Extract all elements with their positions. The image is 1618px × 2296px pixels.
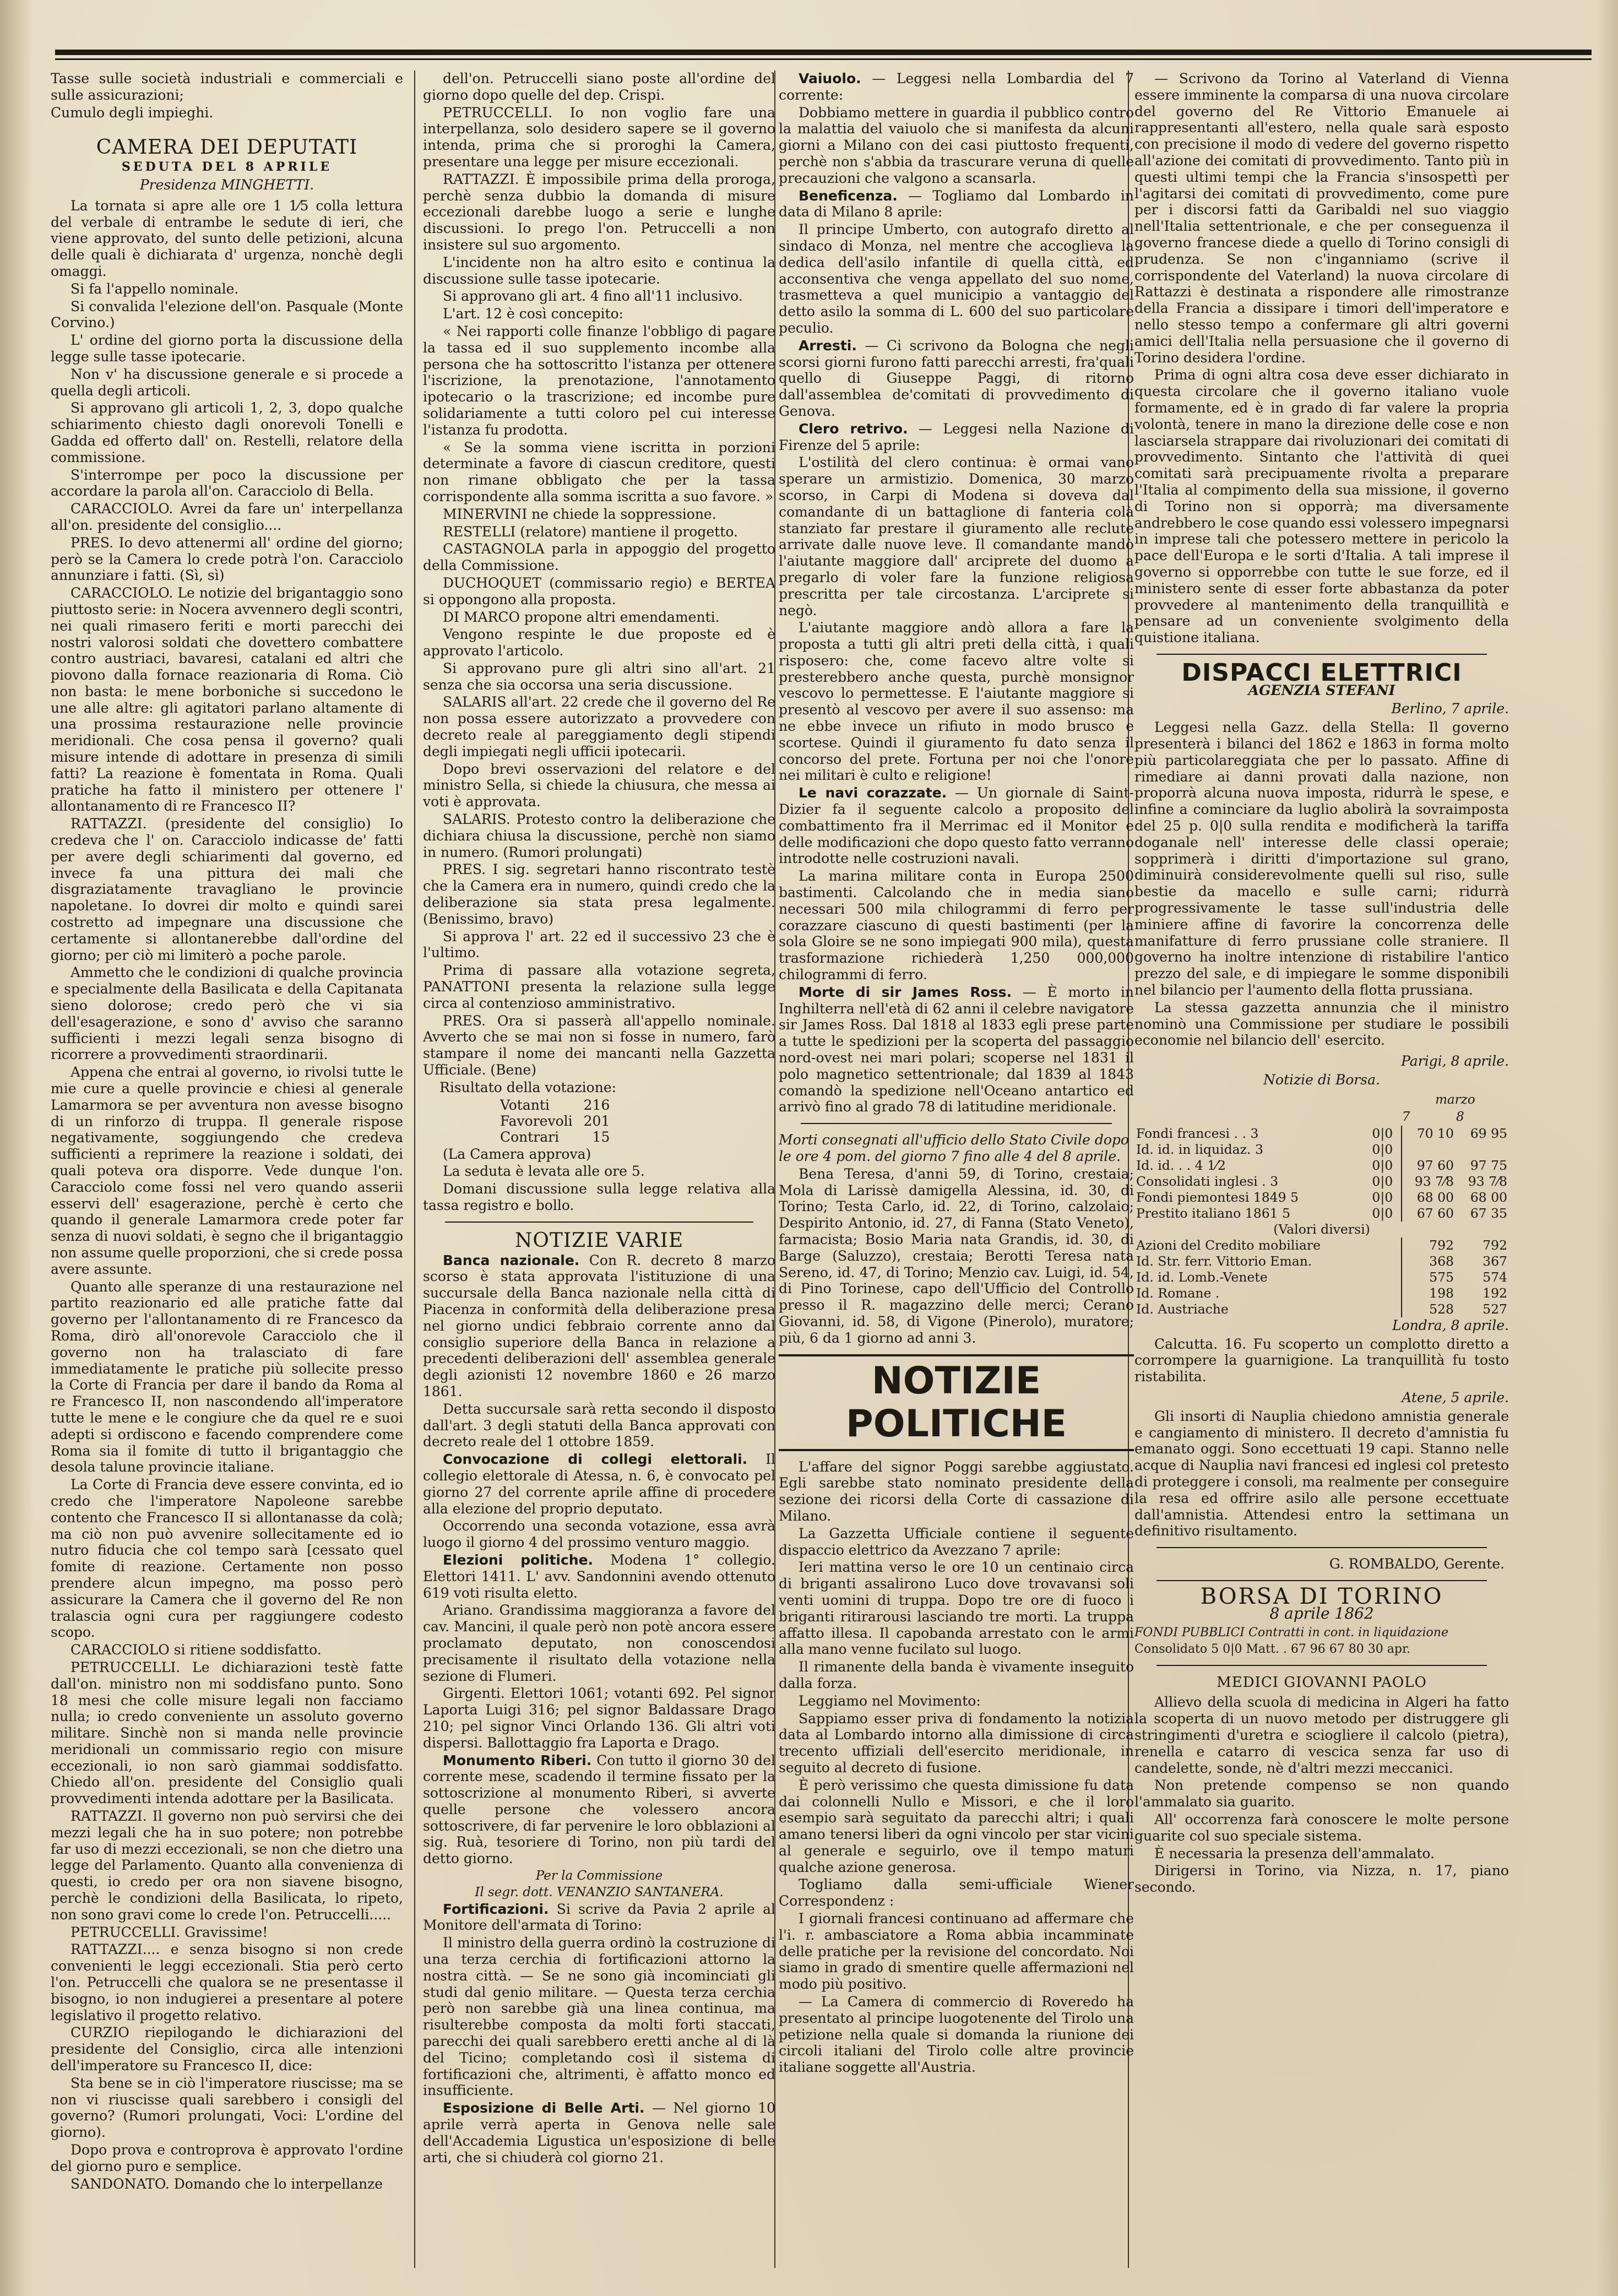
section-title-notizie-varie: NOTIZIE VARIE	[514, 1229, 684, 1252]
dateline-parigi: Parigi, 8 aprile.	[1401, 1053, 1509, 1070]
report-paragraph: S'interrompe per poco la discussione per accordare la parola all'on. Caracciolo di Bella.	[51, 466, 403, 500]
report-paragraph: Sta bene se in ciò l'imperatore riuscisse; ma se non vi riuscisse quali sarebbero i consigli del governo? (Rumori prolungati, Voci: L'ordine del giorno).	[51, 2075, 403, 2141]
section-title-camera: CAMERA DEI DEPUTATI	[96, 136, 358, 159]
news-item	[779, 338, 1134, 420]
report-paragraph: SANDONATO. Domando che lo interpellanze	[70, 2175, 383, 2192]
bourse-cell-b: 574	[1483, 1269, 1507, 1285]
vote-intro: Risultato della votazione:	[439, 1079, 617, 1095]
bourse-cell-a: 575	[1402, 1269, 1456, 1285]
bourse-cell-b: 792	[1483, 1237, 1507, 1253]
bourse-cell-label: Id. Romane .	[1136, 1285, 1220, 1301]
notizie-varie-list-2	[423, 1901, 775, 2166]
vote-label: Votanti	[500, 1097, 550, 1113]
news-item	[779, 421, 1134, 454]
report-paragraph: Si convalida l'elezione dell'on. Pasquale (Monte Corvino.)	[51, 298, 403, 331]
vote-value: 216	[583, 1097, 610, 1113]
news-item-body: — È morto in Inghilterra nell'età di 62 anni il celebre navigatore sir James Ross. Dal 1818 al 1833 egli prese parte a tutte le spedizioni per la scoperta del passaggio nord-ovest nei mari polari; scoperse nel 1831 il polo magnetico settentrionale; dal 1839 al 1843 comandò la spedizione nell'Oceano antartico ed arrivò fino al grado 78 di latitudine meridionale.	[779, 984, 1134, 1115]
camera-report-continued	[423, 70, 775, 1078]
borsa-torino-header: FONDI PUBBLICI Contratti in cont. in liquidazione	[1134, 1625, 1448, 1640]
page-edge-shadow	[0, 0, 33, 2296]
bourse-row	[1134, 1126, 1509, 1142]
news-item	[779, 620, 1134, 784]
news-item-body: Con tutto il giorno 30 del corrente mese, scadendo il termine fissato per la sottoscrizione al monumento Riberi, si avverte quelle persone che volessero ancora sottoscrivere, di far pervenire le loro obblazioni al sig. Ruà, tesoriere di Torino, non più tardi del detto giorno.	[423, 1752, 775, 1867]
news-item	[423, 1451, 775, 1517]
bourse-cell-b: 68 00	[1470, 1189, 1507, 1205]
bourse-cell-b: 527	[1483, 1301, 1507, 1317]
vote-note: Domani discussione sulla legge relativa alla tassa registro e bollo.	[423, 1181, 775, 1213]
report-paragraph: CURZIO riepilogando le dichiarazioni del presidente del Consiglio, circa alle intenzioni dell'imperatore su Francesco II, dice:	[51, 2024, 403, 2074]
report-paragraph: Dopo brevi osservazioni del relatore e del ministro Sella, si chiede la chiusura, che messa ai voti è approvata.	[423, 761, 775, 810]
column-4	[1134, 70, 1509, 2268]
bourse-cell-b: 93 7⁄8	[1468, 1173, 1507, 1189]
bourse-cell-a	[1402, 1142, 1456, 1158]
news-item-headline: Clero retrivo.	[799, 420, 908, 437]
report-paragraph: PETRUCCELLI. Io non voglio fare una interpellanza, solo desidero sapere se il governo intenda, prima che si proroghi la Camera, presentare una legge per misure eccezionali.	[423, 104, 775, 170]
bourse-cell-label: Id. id. . . 4 1⁄2	[1136, 1157, 1226, 1173]
bourse-cell-label: Azioni del Credito mobiliare	[1136, 1237, 1321, 1253]
news-item	[423, 1552, 775, 1601]
bourse-cell-a: 528	[1402, 1301, 1456, 1317]
bourse-cell-pct: 0|0	[1372, 1205, 1393, 1221]
report-paragraph: Appena che entrai al governo, io rivolsi tutte le mie cure a quelle provincie e chiesi al generale Lamarmora se per avventura non avesse bisogno di un rinforzo di truppa. Il generale rispose negativamente, soggiungendo che credeva sufficienti a reprimere la reazione i soldati, dei quali poteva ora disporre. Vede dunque l'on. Caracciolo come fossi nel vero quando asserii esservi dell' esagerazione, perchè è certo che quando il generale Lamarmora crede poter far senza di nuovi soldati, è segno che il brigantaggio non assume quelle proporzioni, che si crede possa avere assunte.	[51, 1064, 403, 1277]
bourse-row	[1134, 1174, 1509, 1190]
bourse-cell-b: 69 95	[1470, 1125, 1507, 1141]
medici-title: MEDICI GIOVANNI PAOLO	[1217, 1674, 1427, 1691]
bourse-row	[1134, 1237, 1509, 1253]
vote-note: La seduta è levata alle ore 5.	[443, 1163, 645, 1180]
news-item	[779, 70, 1134, 104]
intro-line: Cumulo degli impieghi.	[51, 104, 214, 121]
news-item	[779, 868, 1134, 983]
report-paragraph: CARACCIOLO si ritiene soddisfatto.	[70, 1642, 322, 1658]
news-item-body: — Ci scrivono da Bologna che negli scorsi giorni furono fatti parecchi arresti, fra'quali quello di Giuseppe Paggi, di ritorno dall'assemblea de'comitati di provvedimento di Genova.	[779, 337, 1134, 419]
ad-paragraph: Allievo della scuola di medicina in Algeri ha fatto la scoperta di un nuovo metodo per distruggere gli stringimenti d'uretra e sciogliere il calcolo (pietra), renella e catarro di vescica senza far uso di candelette, sonde, nè d'altri mezzi meccanici.	[1134, 1694, 1509, 1776]
report-paragraph: DUCHOQUET (commissario regio) e BERTEA si oppongono alla proposta.	[423, 574, 775, 607]
commission-signature-1: Per la Commissione	[535, 1869, 663, 1884]
news-item-headline: Morte di sir James Ross.	[799, 984, 1012, 1000]
report-paragraph: Si approvano pure gli altri sino all'art. 21 senza che sia occorsa una seria discussione.	[423, 660, 775, 693]
bourse-empty	[1370, 1237, 1401, 1253]
bourse-col-7: 7	[1402, 1109, 1410, 1124]
politics-paragraph: Leggiamo nel Movimento:	[799, 1692, 981, 1709]
separator	[1157, 1580, 1487, 1581]
dateline-berlino: Berlino, 7 aprile.	[1391, 701, 1509, 717]
report-paragraph: DI MARCO propone altri emendamenti.	[443, 609, 720, 625]
separator	[1157, 1665, 1487, 1666]
report-paragraph: CARACCIOLO. Le notizie del brigantaggio sono piuttosto serie: in Nocera avvennero degli scontri, nei quali rimasero feriti e morti parecchi dei nostri valorosi soldati che dovettero combattere contro austriaci, bavaresi, catalani ed altri che piovono dalla fornace reazionaria di Roma. Ciò non basta: le mene borboniche si succedono le une alle altre: gli agitatori parlano altamente di una prossima restaurazione nelle provincie meridionali. Che cosa pensa il governo? quali misure intende di adottare in presenza di simili fatti? La reazione è fomentata in Roma. Quali pratiche ha fatto il ministero per ottenere l' allontanamento di re Francesco II?	[51, 585, 403, 815]
vaterland-report	[1134, 70, 1509, 646]
ad-paragraph: All' occorrenza farà conoscere le molte persone guarite col suo speciale sistema.	[1134, 1811, 1509, 1844]
news-item-headline: Convocazione di collegi elettorali.	[443, 1451, 748, 1468]
vote-value: 201	[583, 1112, 610, 1129]
report-paragraph: L'art. 12 è così concepito:	[443, 306, 624, 322]
medici-ad	[1134, 1694, 1509, 1896]
news-item-headline: Vaiuolo.	[799, 70, 861, 86]
ad-paragraph: Dirigersi in Torino, via Nizza, n. 17, piano secondo.	[1134, 1863, 1509, 1896]
news-item-headline: Fortificazioni.	[443, 1901, 549, 1917]
report-paragraph: CARACCIOLO. Avrei da fare un' interpellanza all'on. presidente del consiglio....	[51, 501, 403, 533]
bourse-valori-label: (Valori diversi)	[1273, 1221, 1370, 1237]
news-item-body: Girgenti. Elettori 1061; votanti 692. Pel signor Laporta Luigi 316; pel signor Baldassare Drago 210; pel signor Vinci Orlando 136. Gli altri voti dispersi. Ballottaggio fra Laporta e Drago.	[423, 1685, 775, 1751]
vote-row	[495, 1113, 615, 1129]
news-item-body: L'ostilità del clero continua: è ormai vano sperare un armistizio. Domenica, 30 marzo scorso, in Carpi di Modena si doveva dal comandante di un battaglione di fanteria colà stanziato far prestare il giuramento alle reclute arrivate dalle nuove leve. Il comandante mandò l'aiutante maggiore dall' arciprete del duomo a pregarlo di voler fare la funzione religiosa prescritta per tale circostanza. L'arciprete si negò.	[779, 454, 1134, 618]
bourse-cell-b: 192	[1483, 1285, 1507, 1301]
news-item-body: Detta succursale sarà retta secondo il disposto dall'art. 3 degli statuti della Banca approvati con decreto reale del 1 ottobre 1859.	[423, 1401, 775, 1450]
camera-report	[51, 198, 403, 2192]
report-paragraph: RATTAZZI. Il governo non può servirsi che dei mezzi legali che ha in suo potere; non potrebbe far uso di mezzi eccezionali, se non che dietro una legge del Parlamento. Quanto alla convenienza di questi, io credo per ora non siavene bisogno, perchè le condizioni della Basilicata, lo ripeto, non sono gravi come lo crede l'on. Petruccelli.....	[51, 1808, 403, 1923]
report-paragraph: Prima di ogni altra cosa deve esser dichiarato in questa circolare che il governo italiano vuole formamente, ed è in grado di far valere la propria volontà, tenere in mano la direzione delle cose e non lasciarsela strappare dai rivoluzionari dei comitati di provvedimento. Sintanto che l'attività di quei comitati sarà precipuamente rivolta a preparare l'Italia al compimento della sua missione, il governo di Torino non si opporrà; ma diversamente andrebbero le cose quando essi volessero impegnarsi in imprese tali che potessero mettere in pericolo la pace dell'Europa e le sorti d'Italia. A tali imprese il governo si opporrebbe con tutte le sue forze, ed il ministero sente di esser forte abbastanza da poter provvedere al mantenimento della tranquillità e pensare ad un conveniente svolgimento della quistione italiana.	[1134, 367, 1509, 646]
dispatch-paragraph: La stessa gazzetta annunzia che il ministro nominò una Commissione per studiare le possibili economie nel bilancio dell' esercito.	[1134, 999, 1509, 1049]
vote-note: (La Camera approva)	[443, 1146, 591, 1162]
bourse-cell-pct: 0|0	[1372, 1189, 1393, 1205]
news-item	[779, 221, 1134, 336]
news-item-headline: Le navi corazzate.	[799, 785, 947, 801]
vote-row	[495, 1129, 615, 1145]
report-paragraph: L' ordine del giorno porta la discussione della legge sulle tasse ipotecarie.	[51, 332, 403, 365]
bourse-table	[1134, 1092, 1509, 1317]
report-paragraph: — Scrivono da Torino al Vaterland di Vienna essere imminente la comparsa di una nuova circolare del governo del Re Vittorio Emanuele ai rappresentanti all'estero, nella quale sarà esposto con precisione il modo di vedere del governo rispetto all'azione dei comitati di provvedimento. Tanto più in questi ultimi tempi che la Francia s'insospettì per l'agitarsi dei comitati di provvedimento, come pure per i discorsi fatti da Garibaldi nel suo viaggio nell'Italia settentrionale, e che per conseguenza il governo francese diede a quello di Torino consigli di prudenza. Se non c'inganniamo (scrive il corrispondente del Vaterland) la nuova circolare di Rattazzi è destinata a rispondere alle rimostranze della Francia a dissipare i timori dell'imperatore e nello stesso tempo a confermare gli altri governi amici dell'Italia nella persuasione che il governo di Torino desidera l'ordine.	[1134, 70, 1509, 366]
news-item-body: — Leggesi nella Lombardia del 7 corrente:	[779, 70, 1134, 103]
report-paragraph: Non v' ha discussione generale e si procede a quella degli articoli.	[51, 366, 403, 399]
bourse-cell-label: Consolidati inglesi . 3	[1136, 1173, 1279, 1189]
borsa-heading: Notizie di Borsa.	[1263, 1072, 1380, 1088]
news-item-body: Ariano. Grandissima maggioranza a favore del cav. Mancini, il quale però non potè ancora essere proclamato deputato, non conoscendosi precisamente il risultato della votazione nella sezione di Flumeri.	[423, 1602, 775, 1684]
dateline-londra: Londra, 8 aprile.	[1392, 1317, 1509, 1333]
borsa-torino-row: Consolidato 5 0|0 Matt. . 67 96 67 80 30 apr.	[1134, 1642, 1411, 1656]
news-items	[779, 70, 1134, 1115]
news-item	[423, 1935, 775, 2099]
bourse-cell-label: Id. id. in liquidaz. 3	[1136, 1141, 1263, 1157]
news-item-headline: Beneficenza.	[799, 187, 898, 204]
separator	[1157, 1547, 1487, 1548]
column-divider	[414, 70, 415, 2268]
news-item	[423, 1518, 775, 1551]
news-item-body: La marina militare conta in Europa 2500 bastimenti. Calcolando che in media siano necessari 500 mila chilogrammi di ferro per corazzare ciascuno di questi bastimenti (per la sola Gloire se ne sono impiegati 900 mila), questa trasformazione richiederà 1,250 000,000 chilogrammi di ferro.	[779, 868, 1134, 983]
news-item-body: Modena 1° collegio. Elettori 1411. L' avv. Sandonnini avendo ottenuto 619 voti risulta eletto.	[423, 1551, 775, 1601]
news-item	[423, 1901, 775, 1934]
politics-paragraph: Ieri mattina verso le ore 10 un centinaio circa di briganti assalirono Luco dove trovavansi soli venti uomini di truppa. Dopo tre ore di fuoco i briganti ritirarousi lasciando tre morti. La truppa affatto illesa. Il capobanda arrestato con le armi alla mano venne fucilato sul luogo.	[779, 1559, 1134, 1658]
borsa-torino-date: 8 aprile 1862	[1269, 1604, 1374, 1622]
bourse-cell-label: Id. id. Lomb.-Venete	[1136, 1269, 1268, 1285]
news-item	[423, 1685, 775, 1751]
bourse-empty	[1370, 1253, 1401, 1269]
report-paragraph: « Se la somma viene iscritta in porzioni determinate a favore di ciascun creditore, questi non rimane obbligato che per la tassa corrispondente alla somma iscritta a suo favore. »	[423, 439, 775, 504]
news-item-headline: Banca nazionale.	[443, 1252, 580, 1268]
report-paragraph: La Corte di Francia deve essere convinta, ed io credo che l'imperatore Napoleone sarebbe contento che Francesco II si allontanasse da colà; ma ciò non può avvenire sollecitamente ed io nutro fiducia che col tempo sarà [cessato quel fomite di reazione. Certamente non posso prendere alcun impegno, ma posso però assicurare la Camera che il governo del Re non tralascia ogni cura per raggiungere codesto scopo.	[51, 1477, 403, 1641]
report-paragraph: Quanto alle speranze di una restaurazione nel partito reazionario ed alle pratiche fatte dal governo per l'allontanamento di re Francesco da Roma, dirò all'onorevole Caracciolo che il governo non ha tralasciato di fare immediatamente le pratiche più sollecite presso la Corte di Francia per dare il bando da Roma al re Francesco II, non nascondendo all'imperatore tutte le mene e le congiure che da quel re e suoi adepti si ordiscono e facendo comprendere come Roma sia il fomite di tutto il brigantaggio che desola talune provincie italiane.	[51, 1278, 403, 1475]
news-item	[779, 188, 1134, 221]
column-2	[423, 70, 775, 2268]
news-item-body: Il principe Umberto, con autografo diretto al sindaco di Monza, nel mentre che accoglieva la dedica dell'asilo infantile di quella città, ed acconsentiva che venga appellato del suo nome, trasmetteva a quel municipio a vantaggio del detto asilo la somma di L. 600 del suo particolare peculio.	[779, 221, 1134, 336]
bourse-cell-a: 67 60	[1402, 1206, 1456, 1222]
bourse-row	[1134, 1253, 1509, 1269]
news-item-body: Occorrendo una seconda votazione, essa avrà luogo il giorno 4 del prossimo venturo maggio.	[423, 1518, 775, 1551]
politics-paragraph: Togliamo dalla semi-ufficiale Wiener Correspondenz :	[779, 1876, 1134, 1909]
news-item	[423, 1401, 775, 1450]
report-paragraph: RESTELLI (relatore) mantiene il progetto.	[443, 523, 738, 540]
news-item-body: — Un giornale di Saint-Dizier fa il seguente calcolo a proposito del combattimento fra il Merrimac ed il Monitor e delle modificazioni che dopo questo fatto verranno introdotte nelle costruzioni navali.	[779, 785, 1134, 867]
news-item	[423, 1602, 775, 1684]
report-paragraph: RATTAZZI.... e senza bisogno si non crede convenienti le leggi eccezionali. Stia però certo l'on. Petruccelli che qualora se ne presentasse il bisogno, io non indugierei a presentare al potere legislativo il progetto relativo.	[51, 1941, 403, 2023]
bourse-cell-pct: 0|0	[1372, 1125, 1393, 1141]
news-item	[779, 984, 1134, 1115]
londra-dispatch: Calcutta. 16. Fu scoperto un complotto diretto a corrompere la guarnigione. La tranquillità fu tosto ristabilita.	[1134, 1336, 1509, 1385]
bourse-cell-pct: 0|0	[1372, 1157, 1393, 1173]
report-paragraph: PRES. Ora si passerà all'appello nominale. Avverto che se mai non si fosse in numero, farò stampare il nome dei mancanti nella Gazzetta Ufficiale. (Bene)	[423, 1012, 775, 1078]
news-item-headline: Monumento Riberi.	[443, 1752, 592, 1768]
news-item-headline: Elezioni politiche.	[443, 1551, 594, 1568]
report-paragraph: Vengono respinte le due proposte ed è approvato l'articolo.	[423, 626, 775, 659]
news-item-body: L'aiutante maggiore andò allora a fare la proposta a tutti gli altri preti della città, i quali risposero: che, come facevo altre volte si presterebbero anche questa, purchè monsignor vescovo lo permettesse. E l'aiutante maggiore si presentò al vescovo per avere il suo assenso: ma ne ebbe invece un rifiuto in modo brusco e scortese. Quindi il giuramento fu dato senza il concorso del prete. Fortuna per noi che l'onore nei militari è culto e religione!	[779, 620, 1134, 784]
bourse-row	[1134, 1158, 1509, 1174]
section-title-dispacci: DISPACCI ELETTRICI	[1181, 658, 1462, 687]
notizie-varie-list	[423, 1252, 775, 1867]
bourse-cell-b: 367	[1483, 1253, 1507, 1269]
bourse-cell-a: 70 10	[1402, 1126, 1456, 1142]
bourse-row	[1134, 1301, 1509, 1317]
news-item	[779, 785, 1134, 867]
report-paragraph: Si fa l'appello nominale.	[70, 280, 239, 297]
news-item-body: Dobbiamo mettere in guardia il pubblico contro la malattia del vaiuolo che si manifesta da alcuni giorni a Milano con dei casi piuttosto frequenti, perchè non s'abbia da trascurare veruna di quelle precauzioni che valgono a scansarla.	[779, 104, 1134, 186]
news-item-headline: Esposizione di Belle Arti.	[443, 2100, 645, 2116]
report-paragraph: PETRUCCELLI. Gravissime!	[70, 1924, 268, 1940]
politics-paragraph: È però verissimo che questa dimissione fu data dai colonnelli Nullo e Missori, e che il loro esempio sarà seguitato da parecchi altri; i quali amano tenersi liberi da ogni vincolo per star vicini al generale e seguirlo, ove il tempo maturi qualche azione generosa.	[779, 1777, 1134, 1875]
report-paragraph: PRES. Io devo attenermi all' ordine del giorno; però se la Camera lo crede potrà l'on. Caracciolo annunziare i fatti. (Sì, sì)	[51, 534, 403, 584]
bourse-row	[1134, 1269, 1509, 1285]
bourse-cell-label: Id. Austriache	[1136, 1301, 1229, 1317]
news-item-headline: Arresti.	[799, 337, 857, 354]
news-item	[423, 1752, 775, 1868]
news-item	[423, 1252, 775, 1400]
politics-paragraph: L'affare del signor Poggi sarebbe aggiustato. Egli sarebbe stato nominato presidente della sezione dei ricorsi della Corte di cassazione di Milano.	[779, 1458, 1134, 1524]
section-title-notizie-politiche: NOTIZIE POLITICHE	[779, 1354, 1134, 1451]
bourse-row	[1134, 1206, 1509, 1222]
bourse-cell-label: Id. Str. ferr. Vittorio Eman.	[1136, 1253, 1312, 1269]
presidenza-line: Presidenza MINGHETTI.	[139, 176, 314, 193]
bourse-month: marzo	[1435, 1092, 1475, 1107]
bourse-cell-label: Prestito italiano 1861 5	[1136, 1205, 1291, 1221]
report-paragraph: CASTAGNOLA parla in appoggio del progetto della Commissione.	[423, 541, 775, 574]
vote-after	[423, 1146, 775, 1214]
politics-paragraph: I giornali francesi continuano ad affermare che l'i. r. ambasciatore a Roma abbia incamminate delle pratiche per la revisione del concordato. Noi siamo in grado di smentire quelle affermazioni nel modo più positivo.	[779, 1910, 1134, 1993]
notizie-politiche-text	[779, 1459, 1134, 2076]
seduta-line: SEDUTA DEL 8 APRILE	[121, 160, 333, 175]
bourse-empty	[1370, 1285, 1401, 1301]
report-paragraph: La tornata si apre alle ore 1 1⁄5 colla lettura del verbale di entrambe le sedute di ieri, che viene approvato, del sunto delle petizioni, alcuna delle quali è dichiarata d' urgenza, nonchè degli omaggi.	[51, 197, 403, 279]
column-3	[779, 70, 1134, 2268]
report-paragraph: Si approvano gli art. 4 fino all'11 inclusivo.	[443, 288, 743, 305]
news-item	[779, 105, 1134, 187]
page-edge-shadow-right	[1596, 0, 1618, 2296]
bourse-cell-b	[1456, 1142, 1509, 1158]
news-item-body: Il collegio elettorale di Atessa, n. 6, è convocato pel giorno 27 del corrente aprile affine di procedere alla elezione del proprio deputato.	[423, 1451, 775, 1517]
intro-lines	[51, 70, 403, 121]
morti-text: Bena Teresa, d'anni 59, di Torino, crestaia; Mola di Larissè damigella Alessina, id. 30, di Torino; Testa Carlo, id. 22, di Torino, calzolaio; Despirito Antonio, id. 27, di Fanna (Stato Veneto), farmacista; Bosio Maria nata Grandis, id. 30, di Barge (Saluzzo), crestaia; Berotti Teresa nata Sereno, id. 47, di Torino; Menzio cav. Luigi, id. 54, di Pino Torinese, capo dell'Ufficio del Controllo presso il R. magazzino delle merci; Cerano Giovanni, id. 58, di Vigone (Pinerolo), muratore; più, 6 da 1 giorno ad anni 3.	[779, 1165, 1134, 1346]
report-paragraph: dell'on. Petruccelli siano poste all'ordine del giorno dopo quelle del dep. Crispi.	[423, 70, 775, 103]
intro-line: Tasse sulle società industriali e commerciali e sulle assicurazioni;	[51, 70, 403, 103]
vote-row	[495, 1097, 615, 1113]
vote-label: Contrari	[500, 1128, 560, 1145]
dateline-atene: Atene, 5 aprile.	[1402, 1389, 1509, 1405]
report-paragraph: RATTAZZI. (presidente del consiglio) Io credeva che l' on. Caracciolo indicasse de' fatti per avere degli schiarimenti dal governo, ed invece fa una pittura dei mali che disgraziatamente travagliano le provincie napoletane. Io dovrei dir molto e quindi sarei costretto ad impegnare una discussione che certamente si allontanerebbe dall'ordine del giorno; per ciò mi limiterò a poche parole.	[51, 816, 403, 963]
news-item-body: Con R. decreto 8 marzo scorso è stata approvata l'istituzione di una succursale della Banca nazionale nella città di Piacenza in conformità della deliberazione presa nel giorno undici febbraio corrente anno dal consiglio superiore della Banca in relazione a precedenti deliberazioni dell' assemblea generale degli azionisti 12 novembre 1860 e 26 marzo 1861.	[423, 1252, 775, 1399]
bourse-row	[1134, 1190, 1509, 1206]
news-item-body: — Togliamo dal Lombardo in data di Milano 8 aprile:	[779, 187, 1134, 220]
gerente-signature: G. ROMBALDO, Gerente.	[1329, 1556, 1505, 1572]
report-paragraph: L'incidente non ha altro esito e continua la discussione sulle tasse ipotecarie.	[423, 254, 775, 287]
bourse-cell-a: 97 60	[1402, 1158, 1456, 1174]
separator	[1157, 654, 1487, 655]
report-paragraph: PRES. I sig. segretari hanno riscontrato testè che la Camera era in numero, quindi credo che la deliberazione sia stata presa legalmente. (Benissimo, bravo)	[423, 861, 775, 927]
morti-title: Morti consegnati all'ufficio dello Stato Civile dopo le ore 4 pom. del giorno 7 fino alle 4 del 8 aprile.	[779, 1132, 1129, 1164]
report-paragraph: Dopo prova e controprova è approvato l'ordine del giorno puro e semplice.	[51, 2142, 403, 2174]
politics-paragraph: La Gazzetta Ufficiale contiene il seguente dispaccio elettrico da Avezzano 7 aprile:	[779, 1525, 1134, 1558]
bourse-cell-label: Fondi francesi . . 3	[1136, 1125, 1259, 1141]
separator	[801, 1123, 1112, 1124]
bourse-cell-a: 93 7⁄8	[1402, 1174, 1456, 1190]
politics-paragraph: Sappiamo esser priva di fondamento la notizia data al Lombardo intorno alla dimissione di circa trecento uffiziali dell'esercito meridionale, in seguito al decreto di fusione.	[779, 1710, 1134, 1776]
news-item	[423, 2100, 775, 2165]
dispatch-paragraph: Leggesi nella Gazz. della Stella: Il governo presenterà i bilanci del 1862 e 1863 in forma molto più particolareggiata che per lo passato. Affine di rimediare ai danni provati dalla nazione, non proporrà alcuna nuova imposta, ridurrà le spese, e infine a cominciare da luglio abolirà la sovraimposta del 25 p. 0|0 sulla rendita e modificherà la tariffa doganale nell' interesse delle classi operaie; sopprimerà i diritti d'importazione sul grano, diminuirà considerevolmente quelli sul riso, sulle bestie da macello e sulle carni; ridurrà progressivamente le tasse sull'industria delle miniere affine di favorire la concorrenza delle manifatture di ferro prussiane colle straniere. Il governo ha inoltre intenzione di ristabilire l'antico prezzo del sale, e di impiegare le somme disponibili nel bilancio per l'aumento della flotta prussiana.	[1134, 719, 1509, 998]
politics-paragraph: — La Camera di commercio di Roveredo ha presentato al principe luogotenente del Tirolo una petizione nella quale si domanda la riunione dei circoli italiani del Tirolo colle altre provincie italiane soggette all'Austria.	[779, 1994, 1134, 2076]
bourse-col-8: 8	[1456, 1109, 1464, 1124]
bourse-cell-pct: 0|0	[1372, 1173, 1393, 1189]
bourse-cell-a: 792	[1402, 1237, 1456, 1253]
ad-paragraph: È necessaria la presenza dell'ammalato.	[1154, 1845, 1435, 1861]
report-paragraph: PETRUCCELLI. Le dichiarazioni testè fatte dall'on. ministro non mi soddisfano punto. Sono 18 mesi che colle misure legali non facciamo nulla; io credo conveniente un assoluto governo militare. Sinchè non si manda nelle provincie meridionali un commissario regio con misure eccezionali, io non sarò giammai soddisfatto. Chiedo all'on. presidente del Consiglio quali provvedimenti intenda adottare per la Basilicata.	[51, 1659, 403, 1807]
vote-value: 15	[592, 1128, 610, 1145]
top-rule	[55, 50, 1592, 55]
column-1	[51, 70, 403, 2268]
atene-dispatch: Gli insorti di Nauplia chiedono amnistia generale e cangiamento di ministero. Il decreto d'amnistia fu emanato oggi. Sono eccettuati 19 capi. Stanno nelle acque di Nauplia navi francesi ed inglesi col pretesto di proteggere i consoli, ma realmente per conseguire la resa ed offrire asilo alle persone eccettuate dall'amnistia. Attendesi entro la settimana un definitivo risultamento.	[1134, 1408, 1509, 1539]
bourse-empty	[1370, 1301, 1401, 1317]
report-paragraph: Prima di passare alla votazione segreta, PANATTONI presenta la relazione sulla legge circa al contenzioso amministrativo.	[423, 962, 775, 1011]
commission-signature-2: Il segr. dott. VENANZIO SANTANERA.	[475, 1885, 724, 1899]
report-paragraph: MINERVINI ne chiede la soppressione.	[443, 506, 716, 522]
bourse-empty	[1370, 1269, 1401, 1285]
news-item	[779, 454, 1134, 618]
bourse-row	[1134, 1142, 1509, 1158]
ad-paragraph: Non pretende compenso se non quando l'ammalato sia guarito.	[1134, 1777, 1509, 1810]
bourse-cell-pct: 0|0	[1372, 1141, 1393, 1157]
berlino-dispatch	[1134, 719, 1509, 1049]
news-item-body: Il ministro della guerra ordinò la costruzione di una terza cerchia di fortificazioni attorno la nostra città. — Se ne sono già incominciati gli studi dal genio militare. — Questa terza cerchia però non sarebbe già una linea continua, ma risulterebbe composta da molti forti staccati, parecchi dei quali sarebbero eretti anche al di là del Ticino; completando così il sistema di fortificazioni che, altrimenti, è affatto monco ed insufficiente.	[423, 1935, 775, 2099]
report-paragraph: SALARIS. Protesto contro la deliberazione che dichiara chiusa la discussione, perchè non siamo in numero. (Rumori prolungati)	[423, 811, 775, 860]
report-paragraph: Si approva l' art. 22 ed il successivo 23 che è l'ultimo.	[423, 928, 775, 961]
bourse-cell-a: 68 00	[1402, 1190, 1456, 1206]
bourse-cell-a: 368	[1402, 1253, 1456, 1269]
bourse-row	[1134, 1285, 1509, 1301]
bourse-cell-a: 198	[1402, 1285, 1456, 1301]
borsa-torino-title: BORSA DI TORINO	[1200, 1583, 1443, 1609]
vote-results-table	[495, 1097, 615, 1145]
news-item-body: — Nel giorno 10 aprile verrà aperta in Genova nelle sale dell'Accademia Ligustica un'esposizione di belle arti, che si chiuderà col giorno 21.	[423, 2100, 775, 2165]
vote-label: Favorevoli	[500, 1112, 573, 1129]
news-item-body: — Leggesi nella Nazione di Firenze del 5 aprile:	[779, 420, 1134, 453]
separator	[445, 1222, 753, 1223]
report-paragraph: « Nei rapporti colle finanze l'obbligo di pagare la tassa ed il suo supplemento incombe alla persona che ha sottoscritto l'istanza per ottenere l'iscrizione, la prenotazione, l'annotamento ipotecario o la trascrizione; ed incombe pure solidariamente a tutti coloro pel cui interesse l'istanza fu prodotta.	[423, 323, 775, 438]
bourse-cell-b: 97 75	[1470, 1157, 1507, 1173]
report-paragraph: SALARIS all'art. 22 crede che il governo del Re non possa essere autorizzato a provvedere con decreto reale al pareggiamento degli stipendi degli impiegati negli ufficii ipotecarii.	[423, 694, 775, 759]
report-paragraph: Ammetto che le condizioni di qualche provincia e specialmente della Basilicata e della Capitanata sieno dolorose; credo però che vi sia dell'esagerazione, e sono d' avviso che saranno sufficienti i mezzi legali senza bisogno di ricorrere a provvedimenti straordinarii.	[51, 964, 403, 1063]
news-item-body: Si scrive da Pavia 2 aprile al Monitore dell'armata di Torino:	[423, 1901, 775, 1934]
top-rule-thin	[55, 58, 1592, 60]
report-paragraph: RATTAZZI. È impossibile prima della proroga, perchè senza dubbio la domanda di misure eccezionali darebbe luogo a serie e lunghe discussioni. Io prego l'on. Petruccelli a non insistere sul suo argomento.	[423, 171, 775, 253]
bourse-cell-label: Fondi piemontesi 1849 5	[1136, 1189, 1299, 1205]
bourse-cell-b: 67 35	[1470, 1205, 1507, 1221]
agency-name: AGENZIA STEFANI	[1248, 682, 1396, 698]
politics-paragraph: Il rimanente della banda è vivamente inseguito dalla forza.	[779, 1659, 1134, 1691]
report-paragraph: Si approvano gli articoli 1, 2, 3, dopo qualche schiarimento chiesto dagli onorevoli Tonelli e Gadda ed offerto dall' on. Restelli, relatore della commissione.	[51, 400, 403, 465]
